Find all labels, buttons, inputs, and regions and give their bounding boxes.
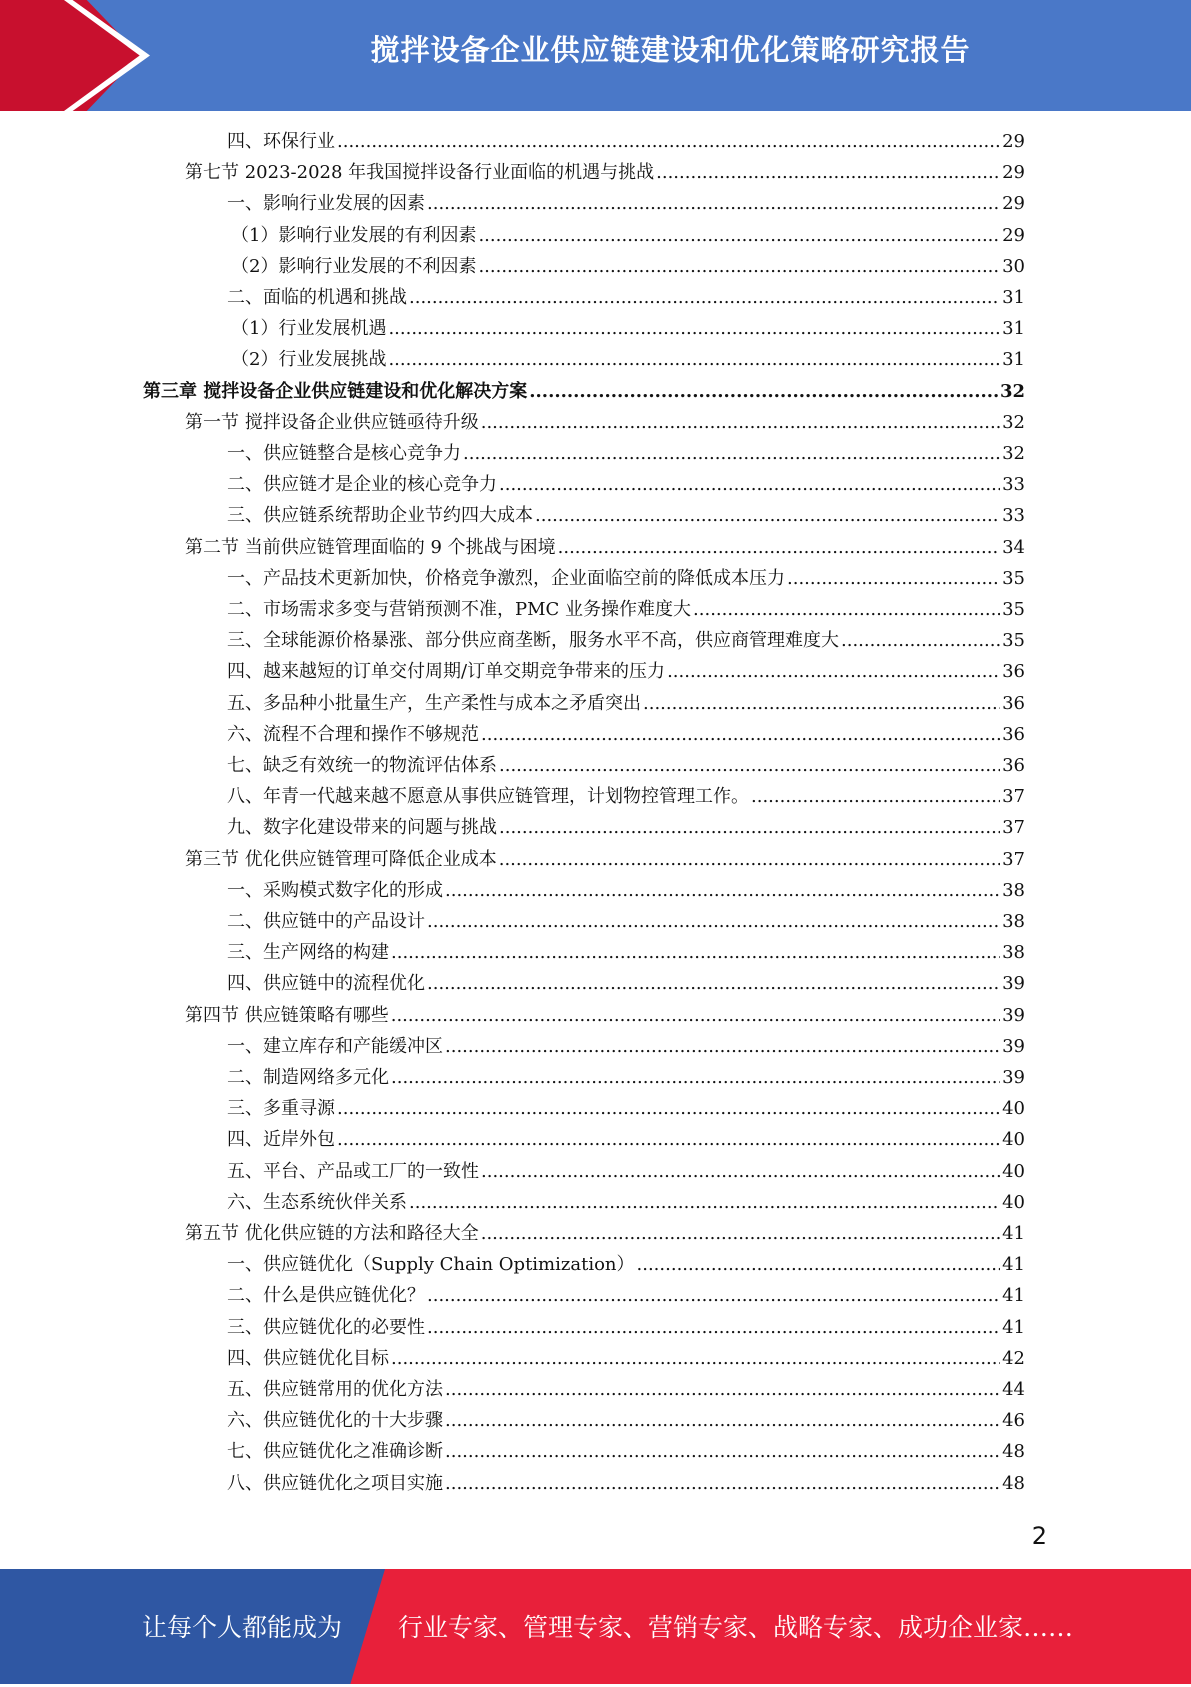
toc-entry-title: 第二节 当前供应链管理面临的 9 个挑战与困境: [185, 536, 556, 558]
toc-entry-title: 二、供应链中的产品设计: [227, 911, 425, 932]
toc-entry-page: 35: [1002, 599, 1025, 620]
toc-entry-title: 五、供应链常用的优化方法: [227, 1379, 443, 1400]
toc-entry-page: 32: [1002, 443, 1025, 464]
toc-entry[interactable]: [227, 563, 1025, 594]
toc-leader-dots: [529, 376, 998, 407]
toc-entry-page: 41: [1002, 1316, 1025, 1338]
toc-leader-dots: [499, 750, 1000, 781]
toc-leader-dots: [391, 1062, 1000, 1093]
toc-entry[interactable]: [227, 1093, 1025, 1124]
toc-entry[interactable]: [227, 1343, 1025, 1374]
toc-entry-title: 第七节 2023-2028 年我国搅拌设备行业面临的机遇与挑战: [185, 162, 655, 184]
toc-entry[interactable]: [227, 126, 1025, 157]
toc-entry-page: 29: [1002, 193, 1025, 215]
toc-leader-dots: [558, 532, 1000, 563]
toc-leader-dots: [535, 500, 1000, 531]
toc-entry-title: 二、市场需求多变与营销预测不准，PMC 业务操作难度大: [227, 599, 692, 620]
toc-entry-page: 44: [1002, 1379, 1025, 1400]
toc-leader-dots: [481, 1156, 1000, 1187]
toc-entry-page: 29: [1002, 224, 1025, 246]
toc-entry[interactable]: [227, 469, 1025, 500]
toc-leader-dots: [499, 812, 1000, 843]
toc-entry-page: 35: [1002, 567, 1025, 589]
toc-entry[interactable]: [227, 1187, 1025, 1218]
toc-entry-page: 38: [1002, 942, 1025, 964]
toc-entry-title: 二、什么是供应链优化？: [227, 1285, 425, 1307]
toc-entry-title: 三、供应链系统帮助企业节约四大成本: [227, 505, 533, 527]
toc-entry-title: 二、供应链才是企业的核心竞争力: [227, 474, 497, 496]
toc-leader-dots: [427, 188, 1000, 219]
toc-entry[interactable]: [185, 532, 1025, 563]
toc-entry[interactable]: [227, 282, 1025, 313]
toc-leader-dots: [841, 625, 1000, 656]
toc-leader-dots: [445, 1374, 1000, 1405]
toc-entry[interactable]: [227, 875, 1025, 906]
toc-entry-page: 37: [1002, 786, 1025, 808]
toc-entry[interactable]: [227, 719, 1025, 750]
toc-entry-title: 四、供应链中的流程优化: [227, 973, 425, 995]
toc-entry[interactable]: [231, 344, 1025, 375]
toc-entry[interactable]: [227, 1436, 1025, 1467]
toc-entry-page: 34: [1002, 536, 1025, 558]
toc-entry-title: 三、多重寻源: [227, 1098, 335, 1120]
toc-entry[interactable]: [227, 1062, 1025, 1093]
toc-leader-dots: [427, 1312, 1000, 1343]
toc-entry-title: 一、影响行业发展的因素: [227, 193, 425, 215]
toc-entry[interactable]: [227, 1405, 1025, 1436]
toc-leader-dots: [499, 469, 1000, 500]
toc-entry-page: 39: [1002, 973, 1025, 995]
toc-entry-title: 六、流程不合理和操作不够规范: [227, 723, 479, 745]
toc-entry-page: 32: [999, 380, 1025, 402]
toc-entry-title: 九、数字化建设带来的问题与挑战: [227, 817, 497, 839]
toc-entry-page: 39: [1002, 1035, 1025, 1057]
toc-entry-title: 八、年青一代越来越不愿意从事供应链管理，计划物控管理工作。: [227, 786, 749, 808]
toc-entry[interactable]: [227, 1312, 1025, 1343]
toc-entry[interactable]: [227, 812, 1025, 843]
toc-entry-title: 三、生产网络的构建: [227, 942, 389, 964]
toc-entry[interactable]: [185, 1218, 1025, 1249]
toc-leader-dots: [445, 1468, 1000, 1499]
toc-entry-page: 33: [1002, 474, 1025, 496]
toc-entry-title: 四、环保行业: [227, 131, 335, 152]
toc-leader-dots: [656, 157, 1000, 188]
toc-entry-title: （1）行业发展机遇: [231, 318, 387, 340]
page-footer: [0, 1569, 1191, 1684]
toc-entry-page: 36: [1002, 692, 1025, 714]
toc-entry-title: 六、生态系统伙伴关系: [227, 1191, 407, 1213]
toc-entry-page: 38: [1002, 879, 1025, 901]
toc-leader-dots: [787, 563, 1000, 594]
toc-leader-dots: [481, 719, 1000, 750]
toc-entry-page: 33: [1002, 505, 1025, 527]
toc-entry[interactable]: [185, 407, 1025, 438]
toc-entry-title: 四、供应链优化目标: [227, 1347, 389, 1369]
toc-entry[interactable]: [227, 625, 1025, 656]
toc-entry[interactable]: [227, 1156, 1025, 1187]
footer-slogan-left: 让每个人都能成为: [142, 1613, 343, 1642]
toc-entry-title: 三、供应链优化的必要性: [227, 1316, 425, 1338]
toc-entry-page: 37: [1002, 817, 1025, 839]
toc-entry[interactable]: [227, 1031, 1025, 1062]
toc-leader-dots: [637, 1249, 1001, 1280]
toc-entry-title: 二、面临的机遇和挑战: [227, 287, 407, 308]
toc-entry[interactable]: [185, 844, 1025, 875]
toc-entry-page: 41: [1002, 1223, 1025, 1244]
page-number: 2: [1031, 1522, 1047, 1550]
toc-entry-title: 四、近岸外包: [227, 1129, 335, 1151]
toc-entry-page: 46: [1002, 1410, 1025, 1432]
toc-leader-dots: [667, 656, 1000, 687]
toc-entry-page: 36: [1002, 755, 1025, 776]
toc-entry[interactable]: [227, 438, 1025, 469]
toc-entry[interactable]: [185, 1000, 1025, 1031]
page-header: [0, 0, 1191, 111]
toc-entry[interactable]: [227, 594, 1025, 625]
report-title: 搅拌设备企业供应链建设和优化策略研究报告: [370, 33, 971, 67]
toc-entry-title: 七、供应链优化之准确诊断: [227, 1441, 443, 1463]
toc-entry-title: 一、建立库存和产能缓冲区: [227, 1035, 443, 1057]
toc-entry[interactable]: [185, 157, 1025, 188]
toc-entry-page: 39: [1002, 1067, 1025, 1088]
toc-entry[interactable]: [231, 251, 1025, 282]
toc-entry-page: 48: [1002, 1441, 1025, 1463]
toc-entry-page: 48: [1002, 1472, 1025, 1494]
toc-entry[interactable]: [231, 313, 1025, 344]
toc-entry[interactable]: [227, 750, 1025, 781]
toc-entry-title: （2）影响行业发展的不利因素: [231, 255, 477, 277]
toc-leader-dots: [445, 1031, 1000, 1062]
toc-entry-page: 31: [1002, 287, 1025, 308]
toc-leader-dots: [427, 906, 1000, 937]
toc-leader-dots: [751, 781, 1000, 812]
toc-entry-page: 29: [1002, 131, 1025, 152]
toc-entry-title: （1）影响行业发展的有利因素: [231, 224, 477, 246]
toc-entry-title: 第四节 供应链策略有哪些: [185, 1004, 389, 1026]
toc-leader-dots: [337, 126, 1000, 157]
toc-entry-title: （2）行业发展挑战: [231, 349, 387, 371]
toc-entry[interactable]: [227, 1124, 1025, 1155]
toc-entry-page: 32: [1002, 411, 1025, 433]
toc-leader-dots: [445, 1436, 1000, 1467]
toc-entry[interactable]: [227, 1468, 1025, 1499]
toc-entry-page: 41: [1002, 1254, 1025, 1276]
toc-entry-title: 五、多品种小批量生产，生产柔性与成本之矛盾突出: [227, 692, 641, 714]
footer-slogan-right: 行业专家、管理专家、营销专家、战略专家、成功企业家……: [398, 1613, 1074, 1642]
toc-entry-title: 八、供应链优化之项目实施: [227, 1472, 443, 1494]
toc-entry[interactable]: [227, 906, 1025, 937]
toc-entry-page: 42: [1002, 1347, 1025, 1369]
toc-leader-dots: [391, 1000, 1000, 1031]
toc-leader-dots: [391, 937, 1000, 968]
toc-entry-title: 一、采购模式数字化的形成: [227, 879, 443, 901]
toc-entry[interactable]: [227, 781, 1025, 812]
header-red-arrow: [0, 0, 140, 111]
toc-entry[interactable]: [227, 688, 1025, 719]
toc-leader-dots: [337, 1093, 1000, 1124]
toc-entry[interactable]: [227, 968, 1025, 999]
toc-leader-dots: [337, 1124, 1000, 1155]
toc-entry-title: 五、平台、产品或工厂的一致性: [227, 1160, 479, 1182]
toc-entry-page: 41: [1002, 1285, 1025, 1307]
toc-entry[interactable]: [227, 1249, 1025, 1280]
toc-entry-title: 四、越来越短的订单交付周期/订单交期竞争带来的压力: [227, 661, 666, 683]
toc-entry-page: 29: [1002, 162, 1025, 184]
toc-leader-dots: [481, 1218, 1000, 1249]
toc-leader-dots: [478, 220, 1000, 251]
toc-leader-dots: [409, 1187, 1000, 1218]
toc-leader-dots: [499, 844, 1000, 875]
toc-leader-dots: [693, 594, 1000, 625]
toc-entry-page: 40: [1002, 1160, 1025, 1182]
toc-entry-title: 一、供应链整合是核心竞争力: [227, 443, 461, 464]
toc-leader-dots: [388, 344, 1000, 375]
toc-entry-title: 三、全球能源价格暴涨、部分供应商垄断，服务水平不高，供应商管理难度大: [227, 630, 839, 652]
toc-leader-dots: [478, 251, 1000, 282]
toc-entry[interactable]: [227, 1374, 1025, 1405]
toc-entry-title: 一、供应链优化（Supply Chain Optimization）: [227, 1254, 635, 1276]
toc-entry-title: 七、缺乏有效统一的物流评估体系: [227, 755, 497, 776]
toc-entry-title: 第三节 优化供应链管理可降低企业成本: [185, 848, 497, 870]
toc-entry[interactable]: [227, 500, 1025, 531]
toc-entry-page: 37: [1002, 848, 1025, 870]
toc-entry-page: 30: [1002, 255, 1025, 277]
toc-leader-dots: [388, 313, 1000, 344]
toc-entry-title: 二、制造网络多元化: [227, 1067, 389, 1088]
toc-leader-dots: [481, 407, 1000, 438]
toc-entry[interactable]: [231, 220, 1025, 251]
toc-entry-page: 31: [1002, 318, 1025, 340]
toc-entry-title: 第一节 搅拌设备企业供应链亟待升级: [185, 411, 479, 433]
toc-entry-page: 31: [1002, 349, 1025, 371]
toc-entry-page: 35: [1002, 630, 1025, 652]
toc-entry-page: 38: [1002, 911, 1025, 932]
toc-leader-dots: [409, 282, 1000, 313]
toc-entry-page: 40: [1002, 1098, 1025, 1120]
toc-entry[interactable]: [143, 376, 1025, 407]
toc-entry-page: 40: [1002, 1129, 1025, 1151]
toc-entry-page: 36: [1002, 661, 1025, 683]
toc-entry-title: 六、供应链优化的十大步骤: [227, 1410, 443, 1432]
toc-leader-dots: [427, 968, 1000, 999]
toc-entry-title: 一、产品技术更新加快，价格竞争激烈，企业面临空前的降低成本压力: [227, 567, 785, 589]
toc-entry-title: 第五节 优化供应链的方法和路径大全: [185, 1223, 479, 1244]
toc-entry[interactable]: [227, 188, 1025, 219]
toc-leader-dots: [643, 688, 1000, 719]
toc-leader-dots: [391, 1343, 1000, 1374]
toc-leader-dots: [445, 875, 1000, 906]
toc-leader-dots: [463, 438, 1000, 469]
toc-leader-dots: [427, 1280, 1000, 1311]
toc-entry-page: 36: [1002, 723, 1025, 745]
toc-entry-page: 39: [1002, 1004, 1025, 1026]
toc-entry-page: 40: [1002, 1191, 1025, 1213]
toc-entry[interactable]: [227, 656, 1025, 687]
toc-entry[interactable]: [227, 1280, 1025, 1311]
toc-leader-dots: [445, 1405, 1000, 1436]
toc-entry-title: 第三章 搅拌设备企业供应链建设和优化解决方案: [143, 380, 528, 402]
toc-entry[interactable]: [227, 937, 1025, 968]
